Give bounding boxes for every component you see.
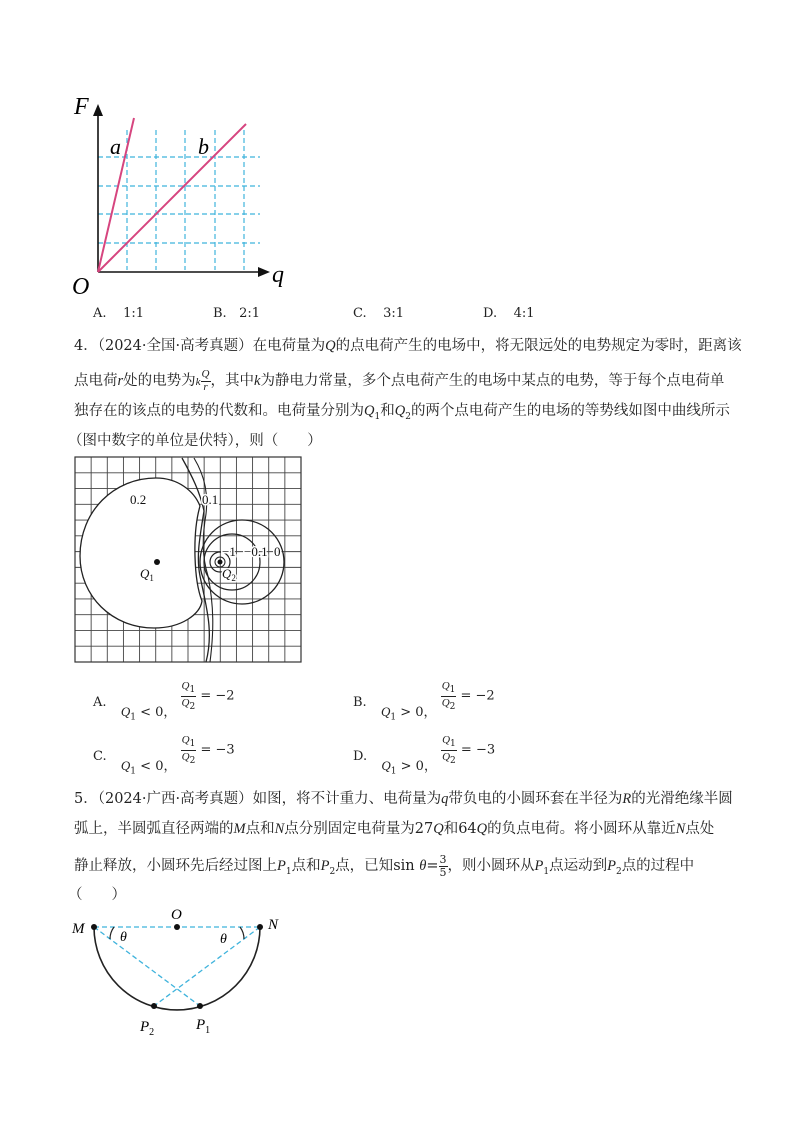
point-m-dot: [91, 924, 97, 930]
question-source: （2024·广西·高考真题）: [97, 791, 253, 807]
point-o-dot: [174, 924, 180, 930]
q4-line-4: （图中数字的单位是伏特），则（ ）: [68, 433, 322, 449]
q4-option-c[interactable]: C. $Q_1 < 0$， $\frac{Q_1}{Q_2}$ = −3: [93, 734, 235, 777]
q5-line-4: （ ）: [68, 887, 126, 903]
charge-q1-dot: [154, 559, 160, 565]
point-p1-dot: [197, 1003, 203, 1009]
q5-line-2: 弧上，半圆弧直径两端的M点和N点分别固定电荷量为27Q和64Q的负点电荷。将小圆环从靠近N点处: [74, 821, 715, 837]
charge-q2-dot: [218, 560, 223, 565]
q5-line-3: 静止释放，小圆环先后经过图上$P_1$点和$P_2$点，已知sin θ= $\frac{3}{5}$ ，则小圆环从$P_1$点运动到$P_2$点的过程中: [74, 853, 695, 879]
label-n: N: [268, 917, 279, 933]
origin-label: O: [72, 274, 90, 300]
q4-line-2: 点电荷r处的电势为k $\frac{Q}{r}$ ，其中k为静电力常量，多个点电荷产生的电场中某点的电势，等于每个点电荷单: [74, 368, 725, 393]
axis-label-q: q: [272, 262, 284, 288]
q4-option-b[interactable]: B. $Q_1 > 0$， $\frac{Q_1}{Q_2}$ = −2: [353, 680, 495, 723]
line-b-label: b: [198, 134, 209, 159]
angle-arc-n: [240, 927, 244, 939]
axis-label-f: F: [74, 94, 89, 120]
q3-option-d[interactable]: D. 4:1: [483, 306, 535, 321]
label-minus-1: −1: [222, 544, 236, 559]
label-theta-m: θ: [120, 930, 127, 945]
question-number: 4．: [74, 338, 98, 354]
label-p1: $P_1$: [196, 1017, 211, 1036]
label-o: O: [171, 907, 182, 923]
q3-option-b[interactable]: B. 2:1: [213, 306, 261, 321]
q5-line-1: 5．（2024·广西·高考真题）如图，将不计重力、电荷量为q带负电的小圆环套在半径为R的光滑绝缘半圆: [74, 791, 733, 807]
f-q-graph: [60, 90, 290, 300]
question-source: （2024·全国·高考真题）: [97, 338, 253, 354]
label-m: M: [72, 921, 85, 937]
point-n-dot: [257, 924, 263, 930]
q4-line-1: 4．（2024·全国·高考真题）在电荷量为Q的点电荷产生的电场中，将无限远处的电势规定为零时，距离该: [74, 338, 742, 354]
point-p2-dot: [151, 1003, 157, 1009]
potential-fraction: $\frac{Q}{r}$: [201, 368, 210, 393]
label-theta-n: θ: [220, 932, 227, 947]
semicircle-arc: [94, 927, 260, 1010]
q3-option-a[interactable]: A. 1:1: [93, 306, 144, 321]
label-p2: $P_2$: [140, 1019, 155, 1038]
x-axis-arrow-icon: [258, 267, 270, 277]
label-minus-0-1: −0.1: [244, 544, 268, 559]
label-q1: $Q_1$: [140, 566, 154, 583]
label-0-1: 0.1: [202, 492, 219, 507]
q4-line-3: 独存在的该点的电势的代数和。电荷量分别为$Q_1$和$Q_2$的两个点电荷产生的电场的等势线如图中曲线所示: [74, 403, 730, 422]
semicircle-figure: [70, 905, 290, 1040]
y-axis-arrow-icon: [93, 104, 103, 116]
q3-option-c[interactable]: C. 3:1: [353, 306, 405, 321]
q4-option-d[interactable]: D. $Q_1 > 0$， $\frac{Q_1}{Q_2}$ = −3: [353, 734, 496, 777]
question-number: 5．: [74, 791, 98, 807]
angle-arc-m: [110, 927, 114, 939]
q4-option-a[interactable]: A. $Q_1 < 0$， $\frac{Q_1}{Q_2}$ = −2: [93, 680, 235, 723]
equipotential-figure: [74, 456, 304, 666]
label-q2: $Q_2$: [222, 566, 236, 583]
label-0: 0: [274, 544, 281, 559]
sine-fraction: $\frac{3}{5}$: [439, 853, 447, 879]
line-a-label: a: [110, 134, 121, 159]
label-0-2: 0.2: [130, 492, 147, 507]
contour-0: [200, 520, 284, 604]
